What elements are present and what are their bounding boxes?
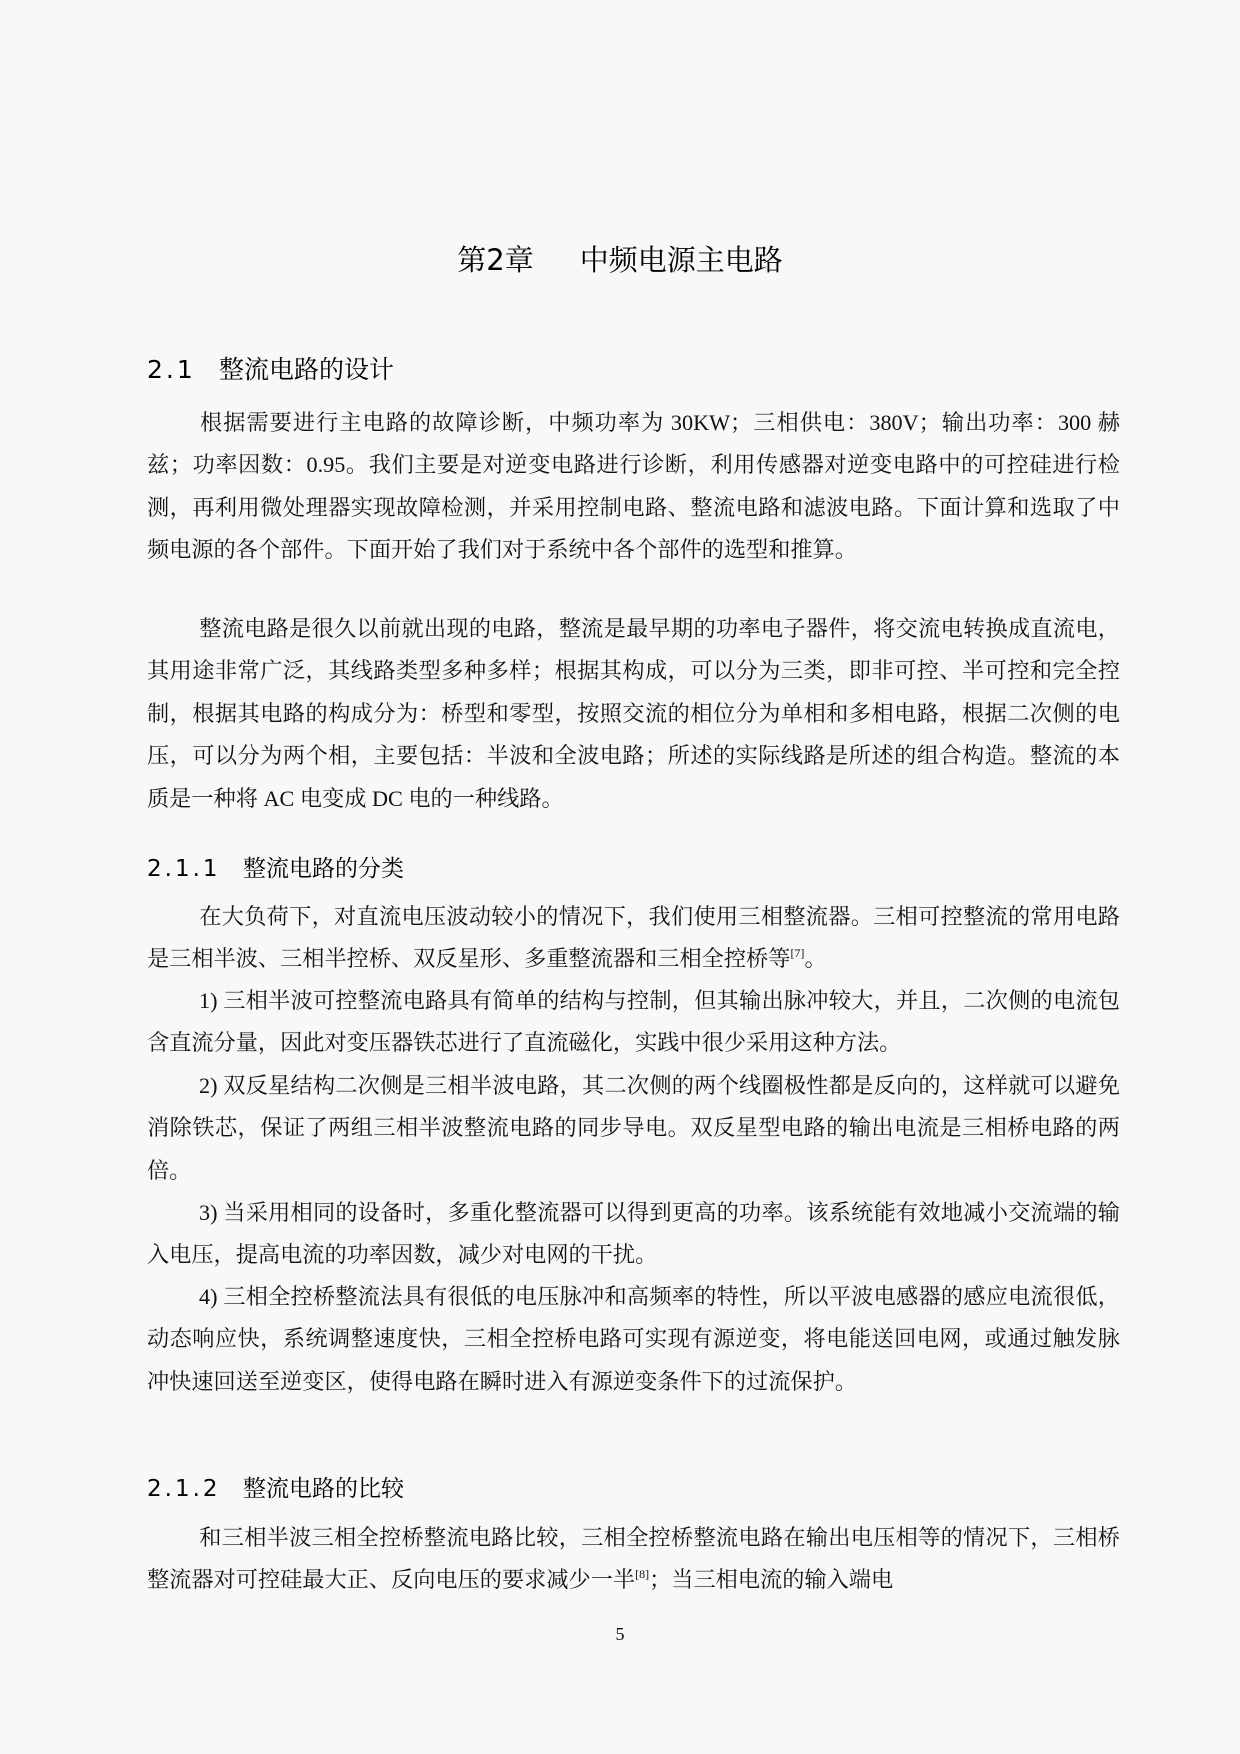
page-number: 5 bbox=[615, 1624, 625, 1644]
section-title: 整流电路的设计 bbox=[219, 355, 395, 384]
list-item: 2) 双反星结构二次侧是三相半波电路，其二次侧的两个线圈极性都是反向的，这样就可以避免消除铁芯，保证了两组三相半波整流电路的同步导电。双反星型电路的输出电流是三相桥电路的两倍。 bbox=[147, 1073, 1120, 1183]
paragraph: 根据需要进行主电路的故障诊断，中频功率为 30KW；三相供电：380V；输出功率：300 赫兹；功率因数：0.95。我们主要是对逆变电路进行诊断，利用传感器对逆变电路中的可控硅进行检测，再利用微处理器实现故障检测，并采用控制电路、整流电路和滤波电路。下面计算和选取了中频电源的各个部件。下面开始了我们对于系统中各个部件的选型和推算。 bbox=[147, 410, 1120, 563]
section-number: 2.1.2 bbox=[147, 1476, 221, 1502]
section-title: 整流电路的比较 bbox=[243, 1476, 404, 1502]
section-number: 2.1 bbox=[147, 355, 196, 384]
paragraph: 整流电路是很久以前就出现的电路，整流是最早期的功率电子器件，将交流电转换成直流电，其用途非常广泛，其线路类型多种多样；根据其构成，可以分为三类，即非可控、半可控和完全控制，根据其电路的构成分为：桥型和零型，按照交流的相位分为单相和多相电路，根据二次侧的电压，可以分为两个相，主要包括：半波和全波电路；所述的实际线路是所述的组合构造。整流的本质是一种将 AC 电变成 DC 电的一种线路。 bbox=[147, 616, 1120, 811]
section-heading-2-1-1 bbox=[147, 850, 404, 883]
list-item: 1) 三相半波可控整流电路具有简单的结构与控制，但其输出脉冲较大，并且，二次侧的电流包含直流分量，因此对变压器铁芯进行了直流磁化，实践中很少采用这种方法。 bbox=[147, 988, 1120, 1056]
chapter-number: 第2章 bbox=[457, 243, 534, 277]
chapter-title bbox=[0, 238, 1240, 279]
citation: [7] bbox=[790, 946, 805, 961]
section-number: 2.1.1 bbox=[147, 856, 221, 882]
chapter-name: 中频电源主电路 bbox=[579, 243, 783, 277]
citation: [8] bbox=[635, 1567, 650, 1582]
list-item: 3) 当采用相同的设备时，多重化整流器可以得到更高的功率。该系统能有效地减小交流端的输入电压，提高电流的功率因数，减少对电网的干扰。 bbox=[147, 1200, 1120, 1268]
section-heading-2-1-2 bbox=[147, 1470, 404, 1503]
section-title: 整流电路的分类 bbox=[243, 856, 404, 882]
paragraph: 和三相半波三相全控桥整流电路比较，三相全控桥整流电路在输出电压相等的情况下，三相桥整流器对可控硅最大正、反向电压的要求减少一半[8]；当三相电流的输入端电 bbox=[147, 1525, 1120, 1593]
section-heading-2-1 bbox=[147, 350, 394, 386]
list-item: 4) 三相全控桥整流法具有很低的电压脉冲和高频率的特性，所以平波电感器的感应电流很低，动态响应快，系统调整速度快，三相全控桥电路可实现有源逆变，将电能送回电网，或通过触发脉冲快速回送至逆变区，使得电路在瞬时进入有源逆变条件下的过流保护。 bbox=[147, 1284, 1120, 1394]
paragraph: 在大负荷下，对直流电压波动较小的情况下，我们使用三相整流器。三相可控整流的常用电路是三相半波、三相半控桥、双反星形、多重整流器和三相全控桥等[7]。 bbox=[147, 904, 1120, 972]
